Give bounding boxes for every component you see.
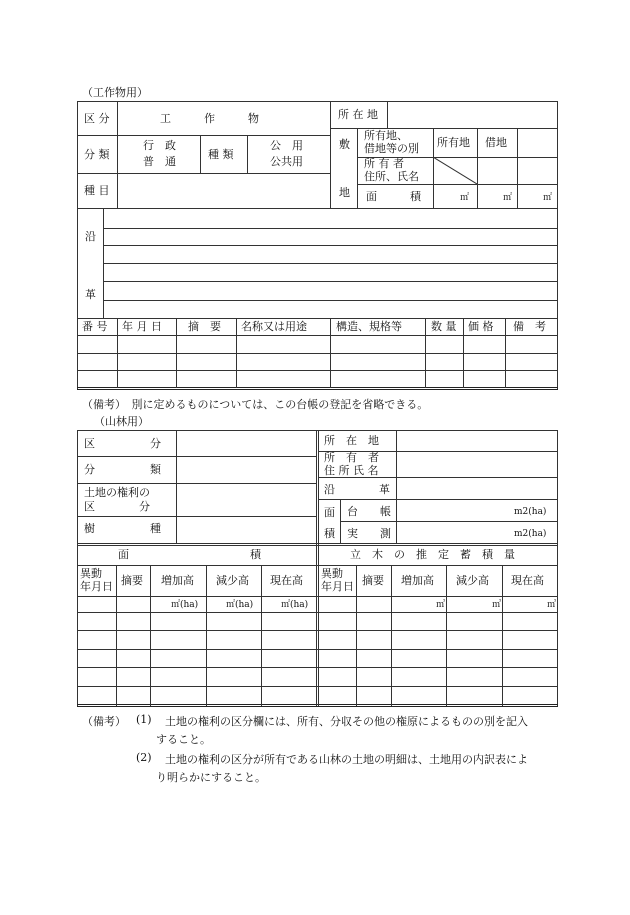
sanrin-m2ha-1: m2(ha) <box>514 507 547 517</box>
unit-m2-b: ㎡ <box>503 193 513 203</box>
sanrin-jushu-label: 樹 種 <box>84 522 161 535</box>
sanrin-note-head: （備考） <box>82 715 126 728</box>
ryuboku-section-label: 立 木 の 推 定 蓄 積 量 <box>350 548 515 561</box>
chi-label: 地 <box>339 186 350 199</box>
shoyuchi-line1: 所有地、 <box>364 129 408 142</box>
unit-m2ha-genzai: ㎡(ha) <box>281 600 309 610</box>
kaku-label: 革 <box>85 288 96 301</box>
sanrin-enkaku-label: 沿 革 <box>324 483 390 496</box>
col-meishou: 名称又は用途 <box>241 320 307 333</box>
kubun-label: 区 分 <box>84 112 110 125</box>
shurui-label: 種 類 <box>208 148 234 161</box>
unit-m3-zouka: ㎥ <box>436 600 446 610</box>
unit-m3-genshou: ㎥ <box>492 600 502 610</box>
genshou-left: 減少高 <box>216 574 249 587</box>
shakuchi-col-label: 借地 <box>485 136 507 149</box>
shiki-label: 敷 <box>339 138 350 151</box>
tekiyou-right: 摘要 <box>362 574 384 587</box>
sanrin-note2-a: 土地の権利の区分が所有である山林の土地の明細は、土地用の内訳表によ <box>165 753 528 766</box>
zouka-left: 増加高 <box>161 574 194 587</box>
col-suuryou: 数 量 <box>431 320 457 333</box>
sanrin-note1-a: 土地の権利の区分欄には、所有、分収その他の権原によるものの別を記入 <box>165 715 528 728</box>
sanrin-men-label: 面 <box>324 506 335 519</box>
bunrui-label: 分 類 <box>84 148 110 161</box>
tekiyou-left: 摘要 <box>121 574 143 587</box>
shoyusha-line2: 住所、氏名 <box>364 170 419 183</box>
sanrin-m2ha-2: m2(ha) <box>514 529 547 539</box>
sanrin-shoyusha-line1: 所 有 者 <box>324 451 379 464</box>
sanrin-bunrui-label: 分 類 <box>84 463 161 476</box>
sanrin-kubun-label: 区 分 <box>84 437 161 450</box>
col-nengappi: 年 月 日 <box>122 320 162 333</box>
unit-m3-genzai: ㎥ <box>547 600 557 610</box>
col-kouzou: 構造、規格等 <box>336 320 402 333</box>
idou-line1-left: 異動 <box>80 567 102 580</box>
sanrin-kenri-line2: 区 分 <box>84 500 150 513</box>
shumoku-label: 種 目 <box>84 184 110 197</box>
genshou-right: 減少高 <box>456 574 489 587</box>
sanrin-kenri-line1: 土地の権利の <box>84 486 150 499</box>
zouka-right: 増加高 <box>401 574 434 587</box>
col-tekiyou: 摘 要 <box>188 320 221 333</box>
unit-m2ha-zouka: ㎡(ha) <box>171 600 199 610</box>
sanrin-note2-b: り明らかにすること。 <box>156 771 266 784</box>
sanrin-note1-num: (1) <box>136 713 152 726</box>
shoyuchi-col-label: 所有地 <box>437 136 470 149</box>
shoyusha-line1: 所 有 者 <box>364 157 404 170</box>
col-kakaku: 価 格 <box>468 320 494 333</box>
sanrin-shozaichi-label: 所 在 地 <box>324 434 379 447</box>
sanrin-note2-num: (2) <box>136 751 152 764</box>
sanrin-daichou-label: 台 帳 <box>347 505 391 518</box>
sanrin-jissoku-label: 実 測 <box>347 527 391 540</box>
genzai-right: 現在高 <box>511 574 544 587</box>
idou-line1-right: 異動 <box>321 567 343 580</box>
kouyou-label: 公 用 <box>270 139 303 152</box>
gyousei-label: 行 政 <box>143 139 176 152</box>
sanrin-shoyusha-line2: 住 所 氏 名 <box>324 464 379 477</box>
sanrin-seki-label: 積 <box>324 527 335 540</box>
menseki-label: 面 積 <box>366 190 421 203</box>
genzai-left: 現在高 <box>270 574 303 587</box>
shozaichi-label: 所 在 地 <box>338 108 378 121</box>
idou-line2-left: 年月日 <box>80 580 113 593</box>
sanrin-note1-b: すること。 <box>156 733 211 746</box>
menseki-section-label: 面 積 <box>118 548 261 561</box>
unit-m2-a: ㎡ <box>460 193 470 203</box>
kosaku-caption: （工作物用） <box>82 86 148 99</box>
koukyouyou-label: 公共用 <box>270 155 303 168</box>
col-bangou: 番 号 <box>82 320 108 333</box>
unit-m2ha-genshou: ㎡(ha) <box>226 600 254 610</box>
shoyuchi-line2: 借地等の別 <box>364 142 419 155</box>
col-bikou: 備 考 <box>513 320 546 333</box>
diagonal-slash <box>433 157 477 184</box>
en-label: 沿 <box>85 230 96 243</box>
kosaku-note: （備考） 別に定めるものについては、この台帳の登記を省略できる。 <box>82 398 429 411</box>
unit-m2-c: ㎡ <box>543 193 553 203</box>
sanrin-caption: （山林用） <box>94 415 149 428</box>
kosakubutsu-label: 工 作 物 <box>160 112 259 125</box>
futsuu-label: 普 通 <box>143 155 176 168</box>
idou-line2-right: 年月日 <box>321 580 354 593</box>
